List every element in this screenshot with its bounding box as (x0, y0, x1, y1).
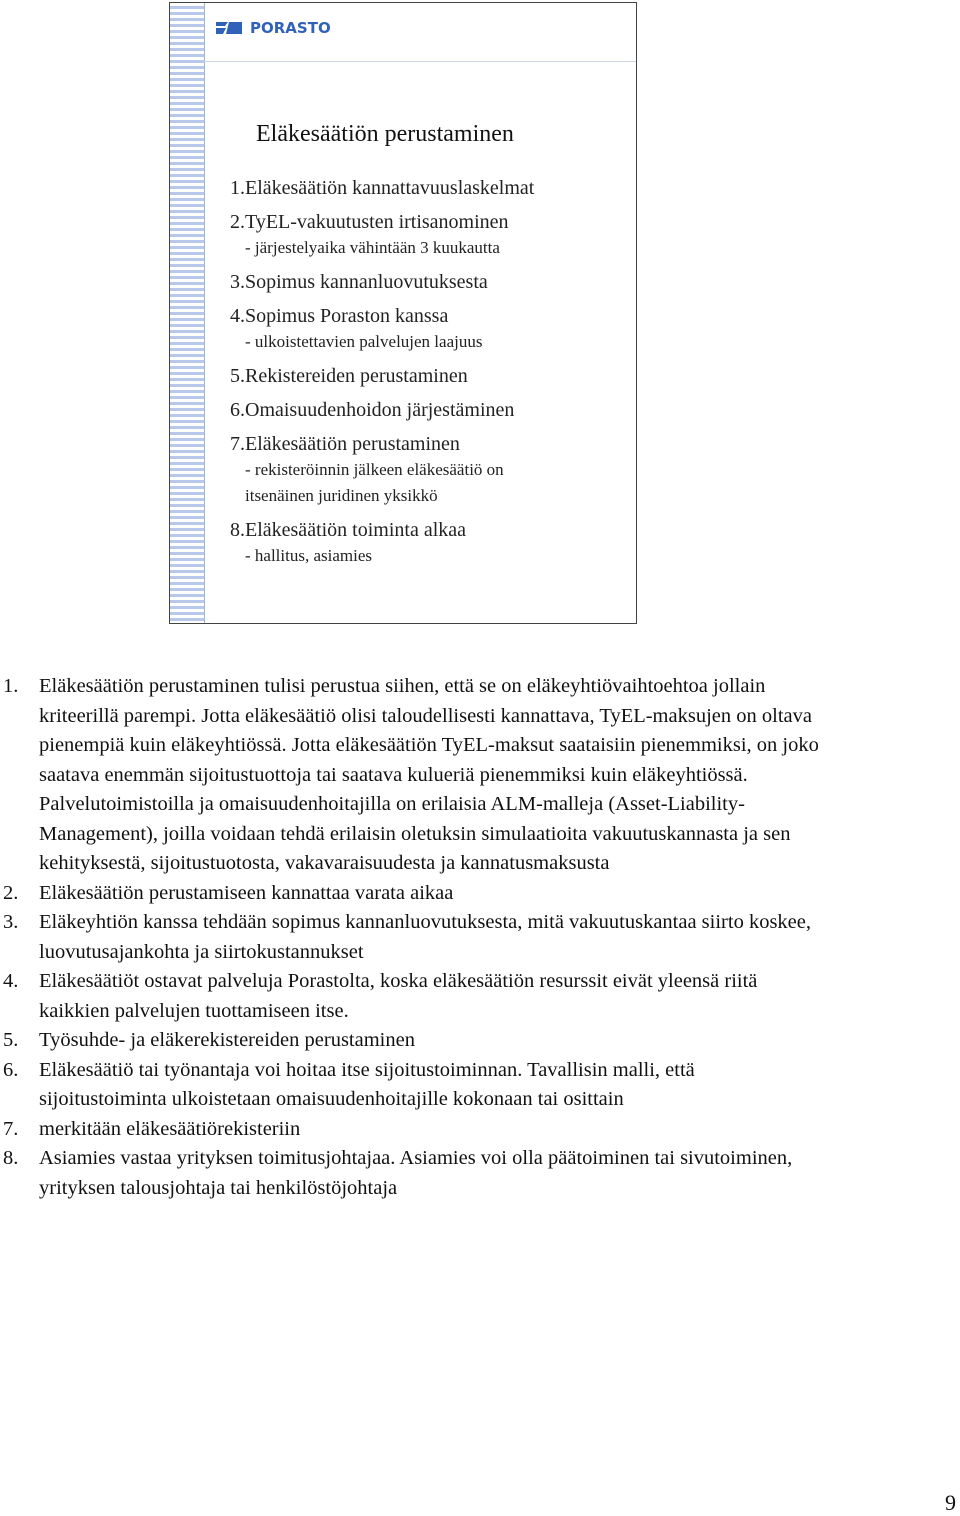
slide-item-number: 8. (230, 519, 245, 541)
note-item (3, 1026, 823, 1056)
slide-stripe-decoration (170, 3, 205, 623)
note-text: Eläkesäätiöt ostavat palveluja Porastolta, koska eläkesäätiön resurssit eivät yleensä riitä kaikkien palvelujen tuottamiseen itse. (39, 970, 758, 1022)
slide-item-text: Eläkesäätiön perustaminen (245, 433, 460, 455)
slide-item-text: TyEL-vakuutusten irtisanominen (245, 211, 509, 233)
slide-item-text: Sopimus kannanluovutuksesta (245, 271, 488, 293)
note-item (3, 672, 823, 879)
slide-item-number: 7. (230, 433, 245, 455)
note-text: Eläkesäätiö tai työnantaja voi hoitaa itse sijoitustoiminnan. Tavallisin malli, että sijoitustoiminta ulkoistetaan omaisuudenhoitajille kokonaan tai osittain (39, 1058, 695, 1110)
slide-item-number: 5. (230, 365, 245, 387)
slide-item-text: Omaisuudenhoidon järjestäminen (245, 399, 515, 421)
slide-item-number: 3. (230, 271, 245, 293)
slide-item-subtext: - rekisteröinnin jälkeen eläkesäätiö on itsenäinen juridinen yksikkö (245, 460, 504, 505)
note-number: 8. (3, 1147, 19, 1169)
slide-item-text: Eläkesäätiön toiminta alkaa (245, 519, 467, 541)
slide-list (214, 171, 626, 573)
slide-item-number: 4. (230, 305, 245, 327)
note-item (3, 908, 823, 967)
slide-list-item (214, 299, 626, 355)
logo-text: PORASTO (250, 19, 331, 37)
note-item (3, 1056, 823, 1115)
porasto-logo-icon (214, 18, 244, 38)
slide-item-subtext: - järjestelyaika vähintään 3 kuukautta (245, 238, 500, 257)
page-number: 9 (945, 1490, 956, 1515)
slide (169, 2, 637, 624)
slide-item-text: Eläkesäätiön kannattavuuslaskelmat (245, 177, 535, 199)
note-number: 5. (3, 1029, 19, 1051)
note-number: 3. (3, 911, 19, 933)
slide-list-item (214, 205, 626, 261)
slide-list-item (214, 513, 626, 569)
slide-item-subtext: - hallitus, asiamies (245, 546, 373, 565)
slide-title: Eläkesäätiön perustaminen (256, 121, 514, 147)
speaker-notes (3, 672, 823, 1203)
note-number: 1. (3, 675, 19, 697)
note-number: 4. (3, 970, 19, 992)
slide-list-item (214, 359, 626, 393)
note-text: Asiamies vastaa yrityksen toimitusjohtajaa. Asiamies voi olla päätoiminen tai sivutoiminen, yrityksen talousjohtaja tai henkilöstöjohtaja (39, 1147, 793, 1199)
note-text: Eläkesäätiön perustaminen tulisi perustua siihen, että se on eläkeyhtiövaihtoehtoa jollain kriteerillä parempi. Jotta eläkesäätiö olisi taloudellisesti kannattava, TyEL-maksujen on oltava pienempiä kuin eläkeyhtiössä. Jotta eläkesäätiön TyEL-maksut saataisiin pienemmiksi, on joko saatava enemmän sijoitustuottoja tai saatava kulueriä pienemmiksi kuin eläkeyhtiössä. Palvelutoimistoilla ja omaisuudenhoitajilla on erilaisia ALM-malleja (Asset-Liability-Management), joilla voidaan tehdä erilaisin oletuksin simulaatioita vakuutuskannasta ja sen kehityksestä, sijoitustuotosta, vakavaraisuudesta ja kannatusmaksusta (39, 675, 819, 874)
slide-item-number: 1. (230, 177, 245, 199)
header-divider (204, 61, 636, 62)
slide-list-item (214, 393, 626, 427)
slide-item-number: 2. (230, 211, 245, 233)
porasto-logo (214, 17, 331, 39)
note-number: 6. (3, 1058, 19, 1081)
slide-list-item (214, 171, 626, 205)
note-item (3, 967, 823, 1026)
slide-list-item (214, 265, 626, 299)
note-text: merkitään eläkesäätiörekisteriin (39, 1117, 301, 1140)
note-text: Eläkeyhtiön kanssa tehdään sopimus kannanluovutuksesta, mitä vakuutuskantaa siirto koskee, luovutusajankohta ja siirtokustannukset (39, 911, 812, 963)
slide-item-text: Sopimus Poraston kanssa (245, 305, 449, 327)
slide-item-number: 6. (230, 399, 245, 421)
note-number: 2. (3, 881, 19, 904)
note-number: 7. (3, 1117, 19, 1140)
slide-list-item (214, 427, 626, 509)
slide-item-subtext: - ulkoistettavien palvelujen laajuus (245, 332, 483, 351)
note-text: Työsuhde- ja eläkerekistereiden perustaminen (39, 1029, 415, 1051)
note-item (3, 879, 823, 909)
slide-item-text: Rekistereiden perustaminen (245, 365, 468, 387)
note-item (3, 1115, 823, 1145)
note-text: Eläkesäätiön perustamiseen kannattaa varata aikaa (39, 881, 454, 904)
note-item (3, 1144, 823, 1203)
